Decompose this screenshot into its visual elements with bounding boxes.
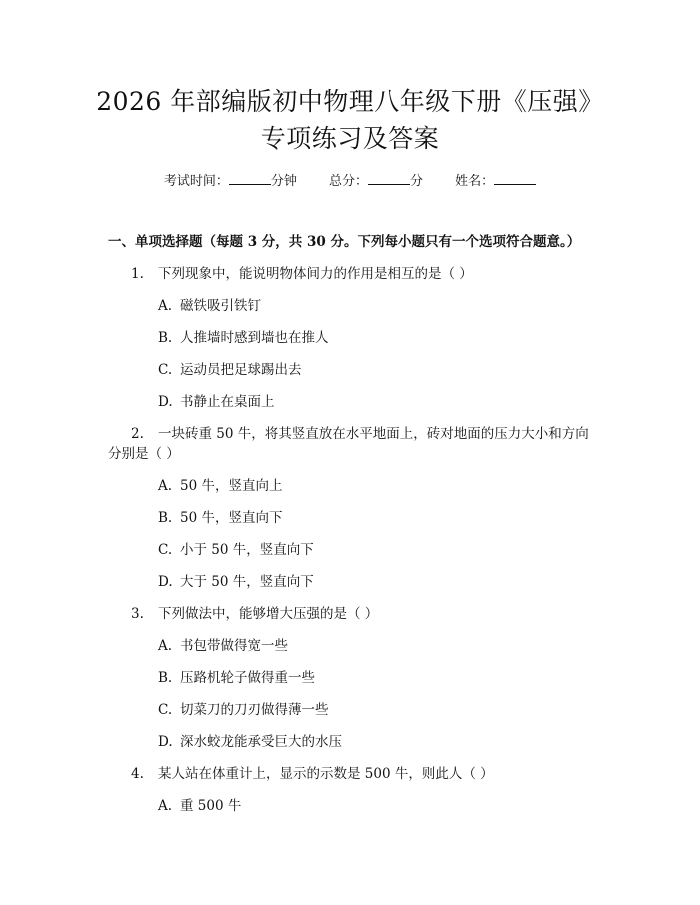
page-subtitle: 专项练习及答案 [260, 124, 440, 153]
exam-score [329, 174, 423, 189]
option-text: 50 牛，竖直向上 [180, 478, 283, 494]
question-text: 一块砖重 50 牛，将其竖直放在水平地面上，砖对地面的压力大小和方向 [158, 426, 589, 442]
option-letter: D. [158, 394, 173, 410]
question-1 [131, 262, 473, 282]
option-1a[interactable] [158, 294, 261, 314]
option-letter: C. [158, 702, 173, 718]
section-heading: 一、单项选择题（每题 3 分，共 30 分。下列每小题只有一个选项符合题意。） [108, 234, 581, 250]
option-letter: A. [158, 298, 173, 314]
option-2b[interactable] [158, 506, 282, 526]
score-label: 总分： [328, 174, 368, 189]
option-letter: B. [158, 510, 173, 526]
time-unit: 分钟 [270, 174, 297, 189]
question-3 [131, 602, 378, 622]
option-letter: B. [158, 670, 173, 686]
question-2 [131, 422, 589, 442]
question-2-continued: 分别是（ ） [108, 446, 180, 462]
option-text: 书包带做得宽一些 [180, 638, 288, 654]
option-1c[interactable] [158, 358, 302, 378]
question-number: 4. [131, 766, 144, 782]
option-letter: D. [158, 734, 173, 750]
option-3a[interactable] [158, 634, 288, 654]
name-blank[interactable] [494, 172, 536, 185]
option-text: 大于 50 牛，竖直向下 [180, 574, 314, 590]
option-text: 磁铁吸引铁钉 [180, 298, 261, 314]
time-label: 考试时间： [163, 174, 229, 189]
option-text: 切菜刀的刀刃做得薄一些 [180, 702, 329, 718]
option-letter: B. [158, 330, 173, 346]
option-text: 人推墙时感到墙也在推人 [180, 330, 329, 346]
option-text: 50 牛，竖直向下 [180, 510, 283, 526]
option-3d[interactable] [158, 730, 342, 750]
score-blank[interactable] [368, 172, 410, 185]
option-4a[interactable] [158, 794, 241, 814]
score-unit: 分 [410, 174, 424, 189]
exam-meta [0, 170, 700, 189]
option-letter: A. [158, 478, 173, 494]
option-1d[interactable] [158, 390, 275, 410]
question-4 [131, 762, 494, 782]
option-text: 深水蛟龙能承受巨大的水压 [180, 734, 342, 750]
option-letter: C. [158, 362, 173, 378]
option-text: 运动员把足球踢出去 [180, 362, 302, 378]
option-letter: D. [158, 574, 173, 590]
option-1b[interactable] [158, 326, 329, 346]
option-letter: A. [158, 798, 173, 814]
time-blank[interactable] [229, 172, 271, 185]
exam-time [164, 174, 297, 189]
question-number: 1. [131, 266, 144, 282]
option-2c[interactable] [158, 538, 314, 558]
option-3c[interactable] [158, 698, 329, 718]
option-letter: A. [158, 638, 173, 654]
name-label: 姓名： [455, 174, 495, 189]
question-text: 某人站在体重计上，显示的示数是 500 牛，则此人（ ） [158, 766, 494, 782]
page-title: 2026 年部编版初中物理八年级下册《压强》 [96, 87, 604, 116]
option-letter: C. [158, 542, 173, 558]
question-number: 3. [131, 606, 144, 622]
question-number: 2. [131, 426, 144, 442]
option-2d[interactable] [158, 570, 314, 590]
question-text: 下列做法中，能够增大压强的是（ ） [158, 606, 379, 622]
option-text: 压路机轮子做得重一些 [180, 670, 315, 686]
option-text: 小于 50 牛，竖直向下 [180, 542, 314, 558]
question-text: 下列现象中，能说明物体间力的作用是相互的是（ ） [158, 266, 473, 282]
option-text: 书静止在桌面上 [180, 394, 275, 410]
option-3b[interactable] [158, 666, 315, 686]
option-text: 重 500 牛 [180, 798, 242, 814]
option-2a[interactable] [158, 474, 282, 494]
exam-name [455, 174, 536, 189]
